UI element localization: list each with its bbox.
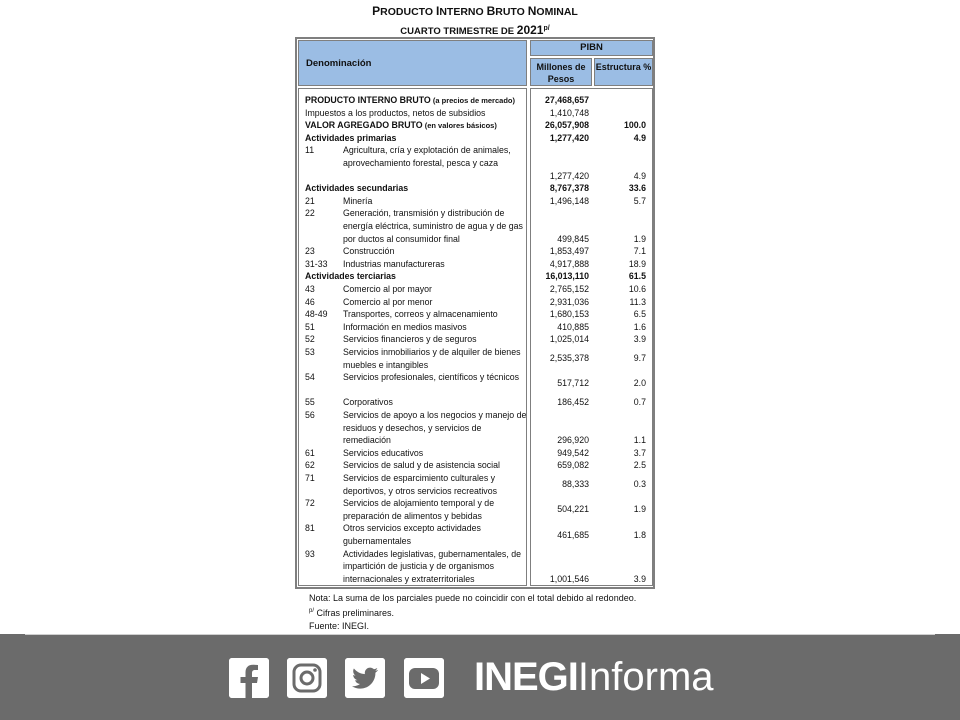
row-structure-percent: 1.8 — [633, 529, 646, 540]
facebook-icon[interactable] — [229, 658, 269, 698]
row-label: Otros servicios excepto actividades gubernamentales — [343, 523, 481, 546]
row-value-millions: 2,535,378 — [549, 353, 589, 364]
scian-code: 56 — [305, 410, 315, 420]
table-row — [297, 270, 653, 283]
row-structure-percent: 11.3 — [629, 296, 646, 307]
row-value-millions: 88,333 — [562, 479, 589, 490]
row-value-millions: 2,931,036 — [549, 296, 589, 307]
row-value-millions: 517,712 — [557, 378, 589, 389]
row-value-millions: 410,885 — [557, 321, 589, 332]
row-value-millions: 2,765,152 — [549, 284, 589, 294]
row-label: Construcción — [343, 246, 395, 257]
scian-code: 22 — [305, 208, 315, 219]
row-denomination — [343, 497, 529, 522]
row-value-millions: 186,452 — [557, 397, 589, 408]
scian-code: 48-49 — [305, 309, 328, 320]
scian-code: 62 — [305, 460, 315, 471]
row-denomination — [343, 548, 529, 586]
row-denomination — [343, 283, 529, 296]
scian-code: 43 — [305, 284, 315, 294]
row-structure-percent: 5.7 — [633, 195, 646, 206]
table-row — [297, 182, 653, 195]
scian-code: 53 — [305, 347, 315, 357]
row-value-millions: 461,685 — [557, 529, 589, 540]
row-structure-percent: 6.5 — [633, 309, 646, 320]
row-value-millions: 1,496,148 — [549, 195, 589, 206]
row-value-millions: 1,001,546 — [549, 573, 589, 584]
row-structure-percent: 10.6 — [628, 284, 646, 294]
table-row — [297, 283, 653, 296]
row-label: VALOR AGREGADO BRUTO — [305, 120, 423, 131]
row-denomination — [343, 144, 529, 169]
row-value-millions: 1,410,748 — [549, 107, 589, 118]
scian-code: 11 — [305, 145, 315, 156]
scian-code: 55 — [305, 397, 315, 408]
table-row — [297, 119, 653, 132]
row-label: Industrias manufactureras — [343, 258, 445, 269]
row-structure-percent: 0.7 — [633, 397, 646, 408]
row-label: Servicios de apoyo a los negocios y manejo de residuos y desechos, y servicios de remediación — [343, 410, 527, 446]
row-denomination — [305, 182, 531, 195]
row-label: Servicios educativos — [343, 447, 424, 458]
row-value-millions: 1,680,153 — [549, 309, 589, 320]
row-structure-percent: 1.6 — [633, 321, 646, 332]
row-denomination — [305, 107, 531, 120]
row-structure-percent: 1.1 — [633, 435, 646, 446]
table-row — [297, 396, 653, 409]
row-structure-percent: 7.1 — [633, 246, 646, 257]
row-label: Comercio al por mayor — [343, 284, 432, 294]
row-structure-percent: 1.9 — [633, 233, 646, 244]
row-value-millions: 27,468,657 — [544, 95, 589, 105]
twitter-icon[interactable] — [345, 658, 385, 698]
report-title: PRODUCTO INTERNO BRUTO NOMINAL — [372, 4, 578, 18]
row-value-millions: 1,025,014 — [549, 334, 589, 345]
row-label: Servicios inmobiliarios y de alquiler de bienes muebles e intangibles — [343, 347, 521, 370]
row-denomination — [343, 396, 529, 409]
row-label: Actividades terciarias — [305, 271, 396, 282]
footer-divider — [25, 634, 935, 635]
row-label: Servicios de alojamiento temporal y de preparación de alimentos y bebidas — [343, 498, 495, 521]
row-denomination — [343, 296, 529, 309]
scian-code: 61 — [305, 447, 315, 458]
row-denomination — [343, 321, 529, 334]
row-structure-percent: 18.9 — [628, 258, 646, 269]
row-denomination — [305, 94, 531, 108]
table-row — [297, 409, 653, 447]
table-notes — [309, 592, 636, 633]
scian-code: 54 — [305, 372, 315, 383]
row-label: Información en medios masivos — [343, 321, 467, 332]
preliminary-note: $^{p/}$ Cifras preliminares. — [309, 608, 395, 618]
table-row — [297, 548, 653, 586]
row-structure-percent: 100.0 — [623, 120, 646, 131]
row-label: Servicios profesionales, científicos y técnicos — [343, 372, 520, 383]
row-label: Servicios financieros y de seguros — [343, 334, 477, 345]
scian-code: 93 — [305, 548, 315, 559]
row-denomination — [343, 409, 529, 447]
scian-code: 51 — [305, 321, 315, 332]
table-row — [297, 447, 653, 460]
row-structure-percent: 3.9 — [633, 334, 646, 345]
row-value-millions: 1,853,497 — [549, 246, 589, 257]
scian-code: 23 — [305, 246, 315, 257]
table-row — [297, 207, 653, 245]
row-value-millions: 659,082 — [557, 460, 589, 471]
row-structure-percent: 3.7 — [633, 447, 646, 458]
row-structure-percent: 0.3 — [633, 479, 646, 490]
rounding-note: Nota: La suma de los parciales puede no coincidir con el total debido al redondeo. — [309, 593, 637, 603]
row-denomination — [343, 447, 529, 460]
row-label: Servicios de salud y de asistencia social — [343, 460, 500, 471]
row-structure-percent: 33.6 — [628, 183, 646, 194]
row-label: Servicios de esparcimiento culturales y deportivos, y otros servicios recreativos — [343, 473, 498, 496]
row-label-qualifier: (en valores básicos) — [422, 121, 497, 131]
table-row — [297, 522, 653, 547]
row-denomination — [343, 333, 529, 346]
table-row — [297, 132, 653, 145]
row-value-millions: 949,542 — [557, 447, 589, 458]
row-value-millions: 26,057,908 — [544, 120, 589, 131]
table-row — [297, 296, 653, 309]
header-estructura: Estructura % — [594, 58, 653, 86]
row-label: Actividades primarias — [305, 132, 397, 143]
row-label: Actividades secundarias — [305, 183, 409, 194]
row-value-millions: 504,221 — [557, 504, 589, 515]
row-label: Impuestos a los productos, netos de subsidios — [305, 107, 486, 118]
table-row — [297, 195, 653, 208]
row-denomination — [343, 258, 529, 271]
scian-code: 52 — [305, 334, 315, 345]
scian-code: 46 — [305, 296, 315, 307]
row-denomination — [305, 270, 531, 283]
row-structure-percent: 1.9 — [633, 504, 646, 515]
row-denomination — [343, 195, 529, 208]
row-structure-percent: 3.9 — [633, 573, 646, 584]
scian-code: 21 — [305, 195, 315, 206]
row-structure-percent: 4.9 — [633, 132, 646, 143]
gdp-table — [295, 37, 655, 589]
scian-code: 71 — [305, 473, 315, 483]
row-structure-percent: 2.5 — [633, 460, 646, 471]
row-denomination — [343, 522, 529, 547]
report-subtitle: CUARTO TRIMESTRE DE $2021^{p/}$ — [400, 23, 550, 38]
row-value-millions: 4,917,888 — [549, 258, 589, 269]
table-row — [297, 258, 653, 271]
row-value-millions: 1,277,420 — [549, 170, 589, 181]
row-label: Actividades legislativas, gubernamentales, de impartición de justicia y de organismos internacionales y extraterritoriales — [343, 548, 521, 584]
row-denomination — [305, 132, 531, 145]
table-row — [297, 94, 653, 107]
header-millones: Millones de Pesos — [530, 58, 592, 86]
table-row — [297, 333, 653, 346]
table-row — [297, 245, 653, 258]
row-label-qualifier: (a precios de mercado) — [430, 96, 515, 105]
instagram-icon[interactable] — [287, 658, 327, 698]
row-structure-percent: 4.9 — [633, 170, 646, 181]
table-row — [297, 497, 653, 522]
row-denomination — [305, 119, 531, 133]
table-row — [297, 472, 653, 497]
row-value-millions: 16,013,110 — [545, 271, 589, 282]
row-denomination — [343, 245, 529, 258]
table-row — [297, 107, 653, 120]
row-structure-percent: 2.0 — [633, 378, 646, 389]
row-label: Comercio al por menor — [343, 296, 433, 307]
row-label: Corporativos — [343, 397, 393, 408]
row-structure-percent: 9.7 — [633, 353, 646, 364]
row-denomination — [343, 207, 529, 245]
row-label: PRODUCTO INTERNO BRUTO — [305, 95, 431, 105]
row-label: Generación, transmisión y distribución de energía eléctrica, suministro de agua y de gas por ductos al consumidor final — [343, 208, 523, 244]
header-denominacion: Denominación — [298, 40, 527, 86]
row-denomination — [343, 459, 529, 472]
row-label: Agricultura, cría y explotación de animales, aprovechamiento forestal, pesca y caza — [343, 145, 511, 168]
row-value-millions: 499,845 — [557, 233, 589, 244]
table-row — [297, 321, 653, 334]
header-pibn: PIBN — [530, 40, 653, 56]
table-row — [297, 308, 653, 321]
inegi-informa-logo[interactable]: INEGIInforma — [474, 655, 714, 699]
table-row — [297, 346, 653, 371]
row-label: Transportes, correos y almacenamiento — [343, 309, 498, 320]
row-denomination — [343, 308, 529, 321]
row-structure-percent: 61.5 — [628, 271, 646, 282]
table-row — [297, 144, 653, 182]
row-value-millions: 8,767,378 — [549, 183, 589, 194]
row-denomination — [343, 346, 529, 371]
scian-code: 31-33 — [305, 258, 328, 269]
row-denomination — [343, 472, 529, 497]
row-value-millions: 296,920 — [557, 435, 589, 446]
youtube-icon[interactable] — [404, 658, 444, 698]
table-row — [297, 371, 653, 396]
row-value-millions: 1,277,420 — [549, 132, 589, 143]
source-note: Fuente: INEGI. — [309, 621, 370, 631]
table-row — [297, 459, 653, 472]
scian-code: 81 — [305, 523, 315, 534]
row-denomination — [343, 371, 529, 384]
row-label: Minería — [343, 195, 373, 206]
scian-code: 72 — [305, 498, 315, 509]
